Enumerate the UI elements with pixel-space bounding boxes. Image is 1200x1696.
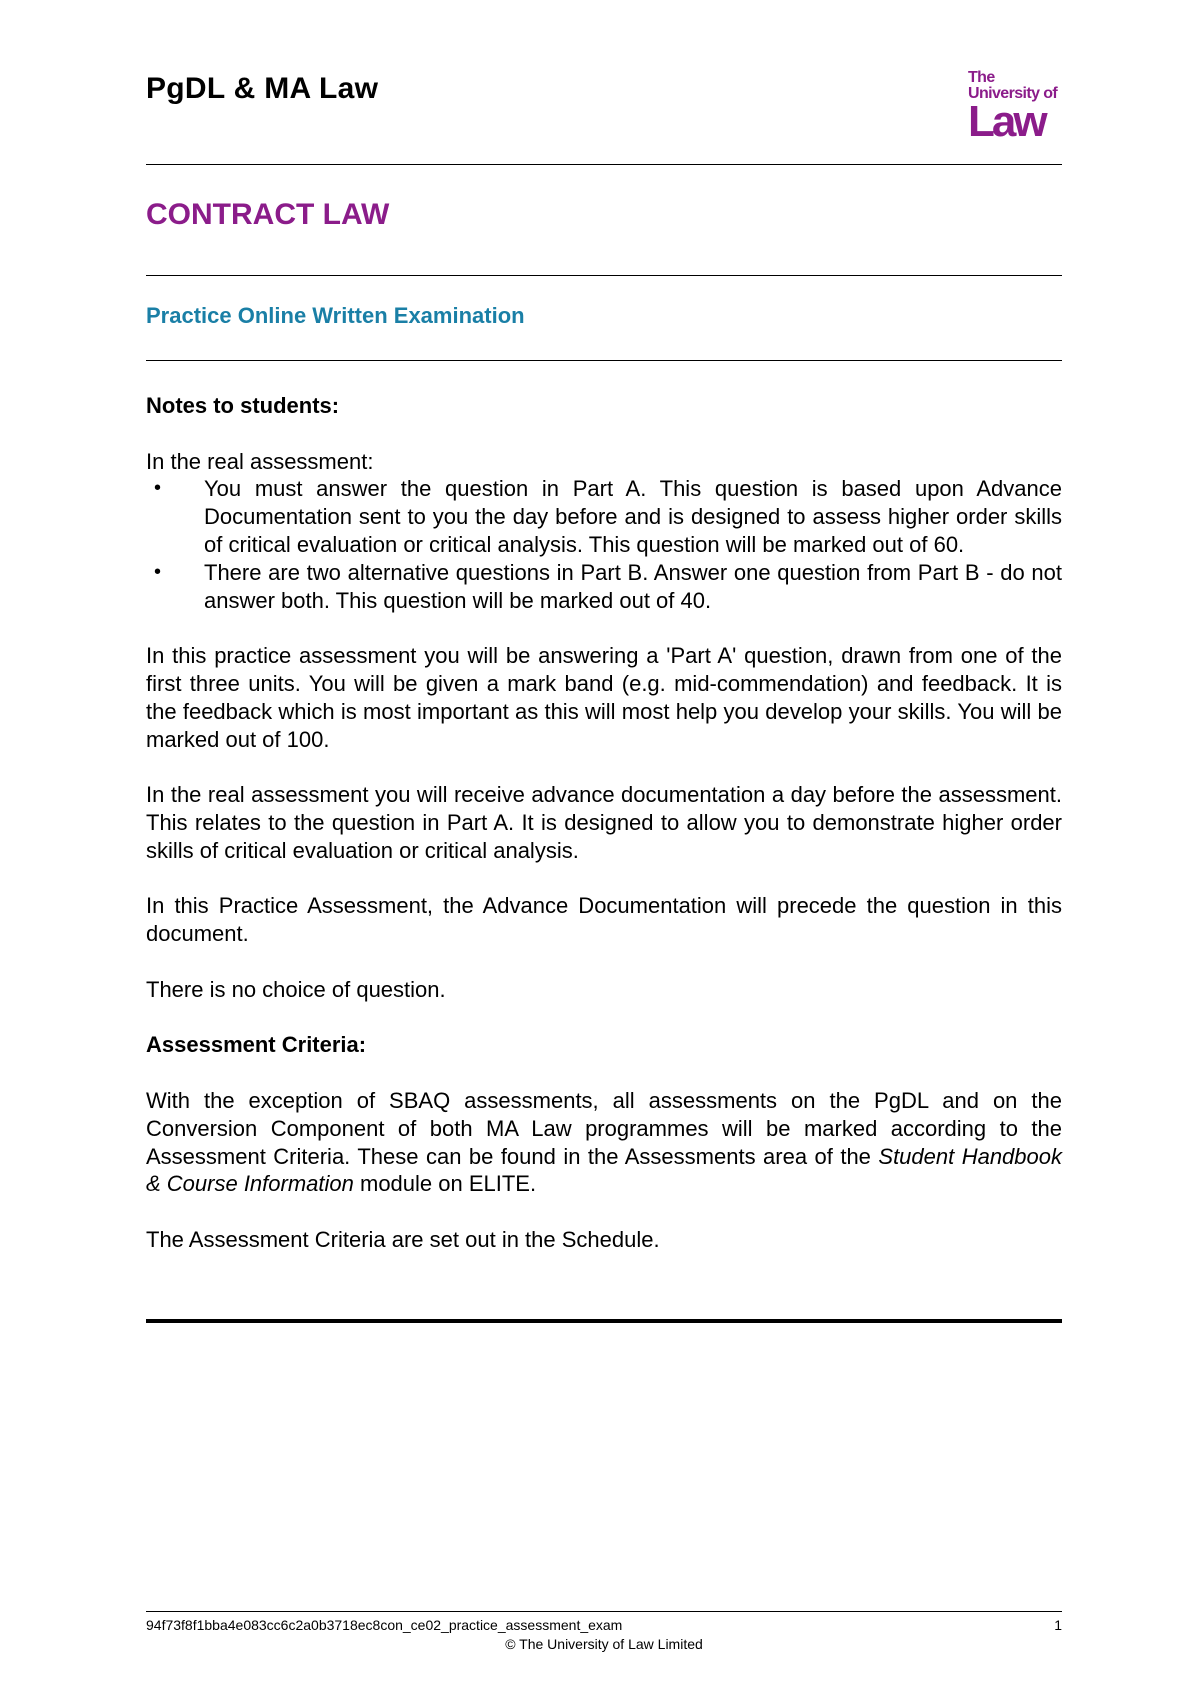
title-divider [146, 275, 1062, 276]
header-title: PgDL & MA Law [146, 72, 379, 105]
list-item-text: There are two alternative questions in Part B. Answer one question from Part B - do not answer both. This question will be marked out of 40. [204, 559, 1062, 613]
course-title: CONTRACT LAW [146, 198, 390, 231]
notes-list [146, 475, 1062, 614]
exam-subtitle: Practice Online Written Examination [146, 303, 525, 328]
list-item [146, 475, 1062, 558]
footer-document-code: 94f73f8f1bba4e083cc6c2a0b3718ec8con_ce02_practice_assessment_exam [146, 1617, 623, 1633]
list-item-text: You must answer the question in Part A. This question is based upon Advance Documentation sent to you the day before and is designed to assess higher order skills of critical evaluation or critical analysis. This question will be marked out of 60. [204, 476, 1062, 557]
paragraph-criteria [146, 1087, 1062, 1198]
university-logo [968, 70, 1062, 148]
paragraph-no-choice: There is no choice of question. [146, 976, 446, 1002]
paragraph-real-assessment: In the real assessment you will receive advance documentation a day before the assessment. This relates to the question in Part A. It is designed to allow you to demonstrate higher order skills of critical evaluation or critical analysis. [146, 782, 1062, 863]
handbook-reference: Student Handbook & Course Information [146, 1143, 1062, 1197]
criteria-text-end: module on ELITE. [353, 1171, 537, 1197]
paragraph-advance-documentation: In this Practice Assessment, the Advance Documentation will precede the question in this document. [146, 893, 1062, 947]
logo-line-law: Law [968, 97, 1045, 146]
list-item [146, 559, 1062, 615]
logo-line-the: The [968, 69, 995, 86]
footer-divider [146, 1611, 1062, 1612]
footer-page-number: 1 [1054, 1617, 1062, 1633]
criteria-heading: Assessment Criteria: [146, 1032, 367, 1058]
subtitle-divider [146, 360, 1062, 361]
notes-intro: In the real assessment: [146, 448, 374, 474]
section-end-divider [146, 1319, 1062, 1323]
logo-line-university: University of [968, 85, 1058, 102]
bullet-icon: • [154, 477, 162, 500]
header-divider [146, 164, 1062, 165]
paragraph-schedule: The Assessment Criteria are set out in the Schedule. [146, 1226, 660, 1252]
bullet-icon: • [154, 560, 162, 583]
document-body [146, 392, 1062, 1282]
footer-copyright: © The University of Law Limited [505, 1636, 703, 1652]
paragraph-practice: In this practice assessment you will be answering a 'Part A' question, drawn from one of the first three units. You will be given a mark band (e.g. mid-commendation) and feedback. It is the feedback which is most important as this will most help you develop your skills. You will be marked out of 100. [146, 643, 1062, 752]
notes-heading: Notes to students: [146, 393, 340, 418]
criteria-text-start: With the exception of SBAQ assessments, all assessments on the PgDL and on the Conversion Component of both MA Law programmes will be marked according to the Assessment Criteria. These can be found in the Assessments area of the [146, 1087, 1062, 1169]
